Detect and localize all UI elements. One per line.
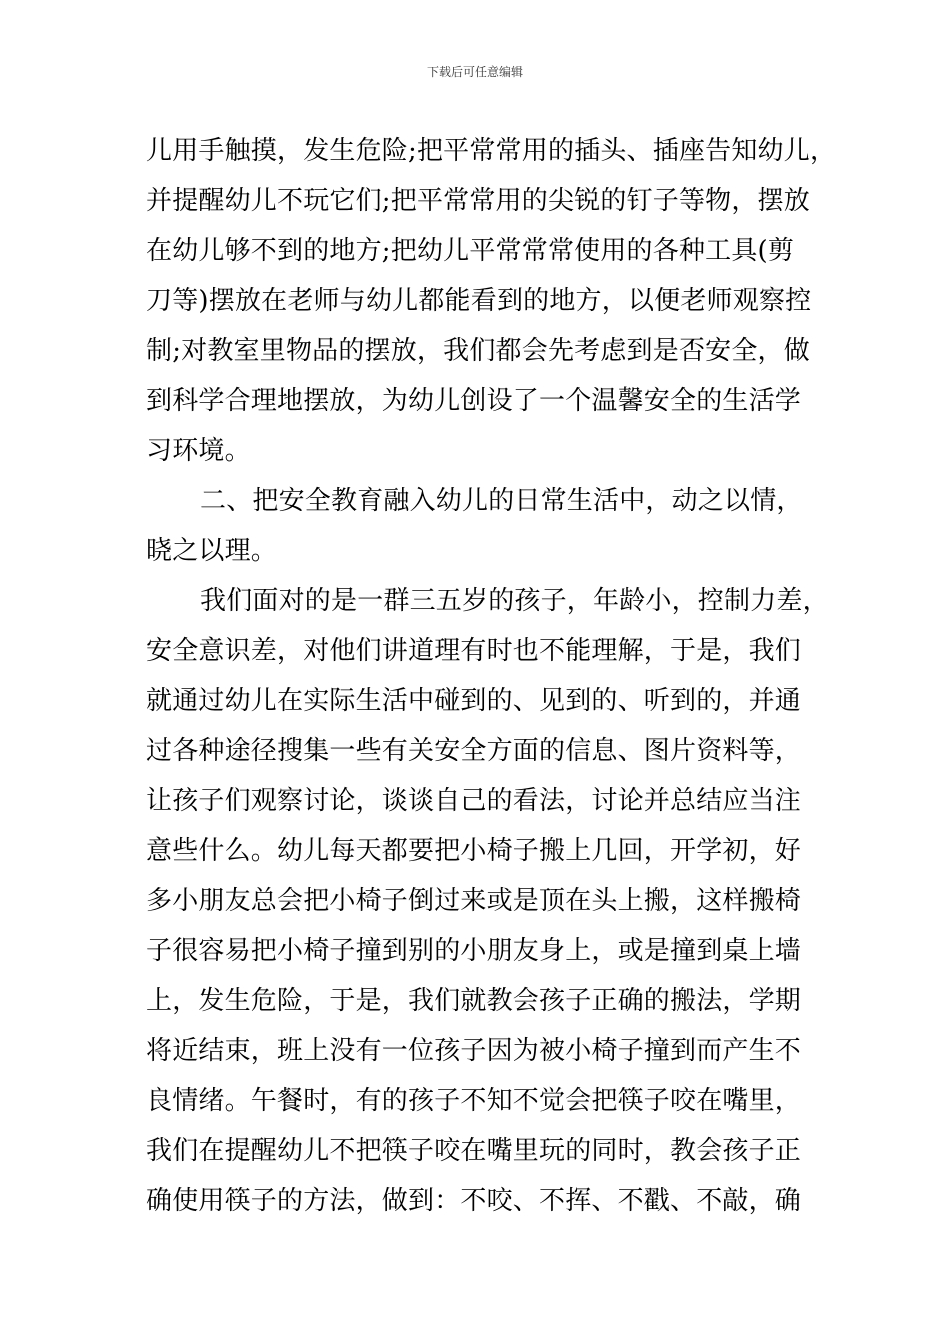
- text-line: 上，发生危险，于是，我们就教会孩子正确的搬法，学期: [146, 986, 802, 1016]
- text-line: 意些什么。幼儿每天都要把小椅子搬上几回，开学初，好: [146, 836, 802, 866]
- text-line: 我们面对的是一群三五岁的孩子，年龄小，控制力差，: [200, 586, 829, 616]
- section-heading-line: 晓之以理。: [146, 536, 278, 566]
- document-body: [146, 126, 837, 1226]
- text-line: 就通过幼儿在实际生活中碰到的、见到的、听到的，并通: [146, 686, 802, 716]
- text-line: 多小朋友总会把小椅子倒过来或是顶在头上搬，这样搬椅: [146, 886, 802, 916]
- text-line: 习环境。: [146, 436, 251, 466]
- text-line: 将近结束，班上没有一位孩子因为被小椅子撞到而产生不: [146, 1036, 802, 1066]
- text-line: 儿用手触摸，发生危险;把平常常用的插头、插座告知幼儿，: [146, 136, 837, 166]
- text-line: 让孩子们观察讨论，谈谈自己的看法，讨论并总结应当注: [146, 786, 802, 816]
- text-line: 安全意识差，对他们讲道理有时也不能理解，于是，我们: [146, 636, 802, 666]
- text-line: 我们在提醒幼儿不把筷子咬在嘴里玩的同时，教会孩子正: [146, 1136, 802, 1166]
- text-line: 确使用筷子的方法，做到：不咬、不挥、不戳、不敲，确: [146, 1186, 802, 1216]
- text-line: 良情绪。午餐时，有的孩子不知不觉会把筷子咬在嘴里，: [146, 1086, 802, 1116]
- section-heading-line: 二、把安全教育融入幼儿的日常生活中，动之以情，: [200, 486, 803, 516]
- text-line: 刀等)摆放在老师与幼儿都能看到的地方，以便老师观察控: [146, 286, 812, 316]
- text-line: 在幼儿够不到的地方;把幼儿平常常常使用的各种工具(剪: [146, 236, 795, 266]
- text-line: 制;对教室里物品的摆放，我们都会先考虑到是否安全，做: [146, 336, 810, 366]
- header-note: 下载后可任意编辑: [426, 65, 523, 79]
- text-line: 子很容易把小椅子撞到别的小朋友身上，或是撞到桌上墙: [146, 936, 802, 966]
- text-line: 到科学合理地摆放，为幼儿创设了一个温馨安全的生活学: [146, 386, 802, 416]
- text-line: 过各种途径搜集一些有关安全方面的信息、图片资料等，: [146, 736, 802, 766]
- text-line: 并提醒幼儿不玩它们;把平常常用的尖锐的钉子等物，摆放: [146, 186, 810, 216]
